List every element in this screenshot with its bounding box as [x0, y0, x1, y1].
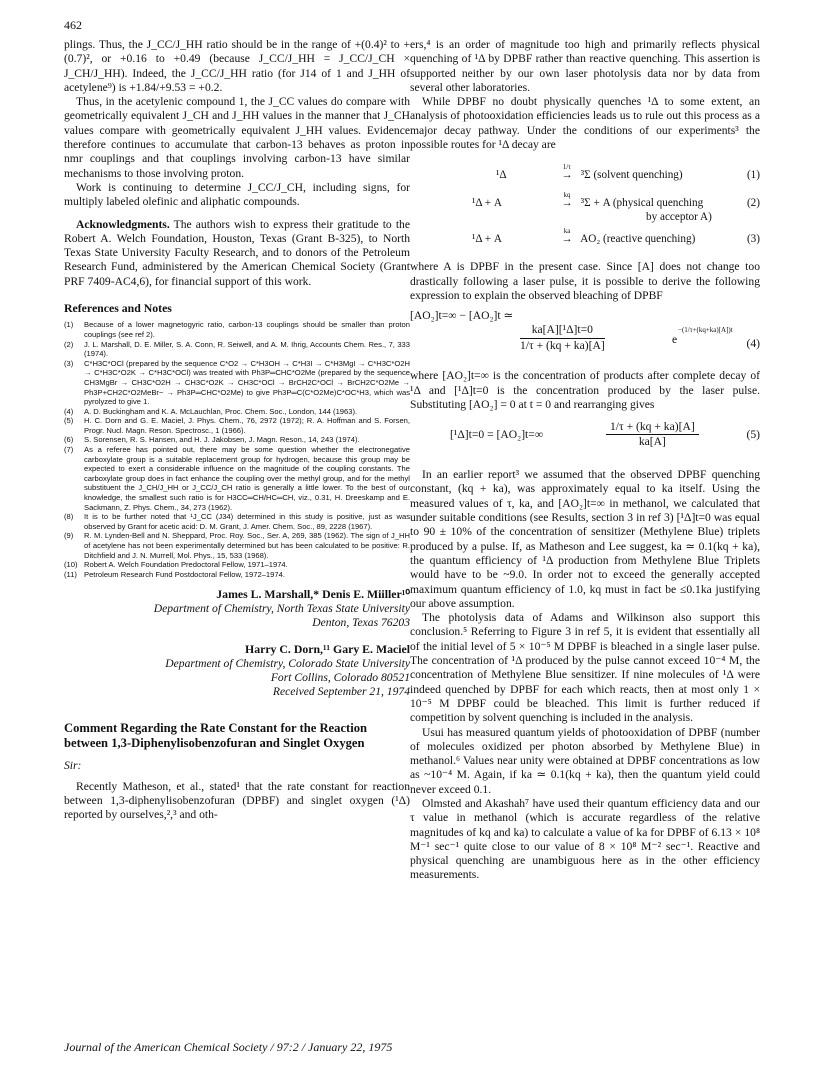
paragraph: Thus, in the acetylenic compound 1, the J_CC values do compare with geometrically equivalent J_CH and J_HH values in the manner that J_CH values compare with geometrically equivalent J_HH values. Evidence therefore continues to accumulate that carbon-13 behaves as proton in nmr couplings and that couplings involving carbon-13 have similar mechanisms to those involving proton. — [64, 95, 410, 180]
equation-number: (4) — [746, 337, 760, 351]
reaction-arrow: kq → — [556, 196, 578, 210]
paragraph: where [AO₂]t=∞ is the concentration of products after complete decay of ¹Δ and [¹Δ]t=0 is the concentration produced by the laser pulse. Substituting [AO₂] = 0 at t = 0 and rearranging gives — [410, 369, 760, 411]
paragraph: where A is DPBF in the present case. Since [A] does not change too drastically following a laser pulse, it is possible to derive the following expression to explain the observed bleaching of DPBF — [410, 260, 760, 302]
equation-1 — [410, 162, 760, 190]
left-column — [64, 38, 410, 823]
exponential-base: e — [672, 333, 678, 347]
numerator: ka[A][¹Δ]t=0 — [520, 323, 605, 338]
reference-text: H. C. Dorn and G. E. Maciel, J. Phys. Chem., 76, 2972 (1972); R. A. Hoffman and S. Forsen, Progr. Nucl. Magn. Reson. Spectrosc., 1 (1966). — [84, 416, 410, 435]
page-number: 462 — [64, 18, 82, 32]
equation-rhs — [556, 163, 683, 182]
paragraph: Work is continuing to determine J_CC/J_CH, including signs, for multiply labeled olefinic and aliphatic compounds. — [64, 180, 410, 209]
author-block-1 — [64, 587, 410, 630]
reference-number: (2) — [64, 339, 74, 349]
reference-item — [64, 340, 410, 359]
exponent: −(1/τ+(kq+ka)[A])t — [678, 326, 733, 335]
equation-products: AO₂ (reactive quenching) — [580, 233, 696, 246]
acknowledgments-text: The authors wish to express their gratitude to the Robert A. Welch Foundation, Houston, Texas (Grant B-325), to North Texas State University Faculty Research, and to donors of the Petroleum Research Fund, administered by the American Chemical Society (Grant PRF 7409-AC4,6), for financial support of this work. — [64, 217, 410, 288]
reference-number: (9) — [64, 531, 74, 541]
paragraph: In an earlier report³ we assumed that the observed DPBF quenching constant, (kq + ka), was approximately equal to ka itself. Using the measured values of τ, ka, and [AO₂]t=∞ in methanol, we calculated that under suitable conditions (see Results, section 3 in ref 3) [¹Δ]t=0 was equal to 90 ± 10% of the concentration of sensitizer (Methylene Blue) triplets produced by a pulse. If, as Matheson and Lee suggest, ka ≃ 0.1(kq + ka), the quantum efficiency of ¹Δ production from Methylene Blue Triplets would have to be ~9.0. In order not to exceed the generally accepted maximum quantum efficiency of 1.0, kq must in fact be ≤0.1ka justifying our above assumption. — [410, 468, 760, 610]
reference-item — [64, 570, 410, 580]
journal-footer: Journal of the American Chemical Society / 97:2 / January 22, 1975 — [64, 1040, 393, 1054]
reference-number: (5) — [64, 416, 74, 426]
equation-products: ³Σ + A (physical quenching — [580, 197, 704, 210]
reference-text: Robert A. Welch Foundation Predoctoral Fellow, 1971–1974. — [84, 560, 288, 570]
equation-5 — [410, 420, 760, 460]
equation-rhs — [556, 191, 704, 210]
affiliation: Department of Chemistry, North Texas State University — [153, 601, 410, 615]
reference-item — [64, 512, 410, 531]
reference-item — [64, 407, 410, 417]
acknowledgments-heading: Acknowledgments. — [76, 217, 170, 231]
reference-text: S. Sorensen, R. S. Hansen, and H. J. Jakobsen, J. Magn. Reson., 14, 243 (1974). — [84, 435, 360, 445]
references-heading: References and Notes — [64, 301, 172, 316]
reference-item — [64, 560, 410, 570]
reference-item — [64, 445, 410, 512]
references-list — [64, 320, 410, 579]
paragraph: Olmsted and Akashah⁷ have used their quantum efficiency data and our τ value in methanol (which is accurate regardless of the relative magnitudes of kq and ka) to calculate a value of ka for DPBF of 6.13 × 10⁸ M⁻¹ sec⁻¹ quite close to our value of 8 × 10⁸ M⁻² sec⁻¹. Reactive and physical quenching are unambiguous here as in the other efficiency measurements. — [410, 796, 760, 882]
affiliation-city: Denton, Texas 76203 — [312, 615, 410, 629]
equation-products: ³Σ (solvent quenching) — [580, 169, 683, 182]
affiliation-city: Fort Collins, Colorado 80521 — [270, 670, 410, 684]
reference-text: Because of a lower magnetogyric ratio, carbon-13 couplings should be smaller than proton couplings (see ref 2). — [84, 320, 410, 339]
reference-text: J. L. Marshall, D. E. Miller, S. A. Conn, R. Seiwell, and A. M. Ihrig, Accounts Chem. Res., 7, 333 (1974). — [84, 339, 410, 359]
equation-lhs: [AO₂]t=∞ − [AO₂]t ≃ — [410, 309, 514, 323]
equation-4 — [410, 309, 760, 369]
reference-text: C*H3C*OCl (prepared by the sequence C*O2 → C*H3OH → C*H3I → C*H3MgI → C*H3C*O2H → C*H3C*O2K → C*H3C*OCl) was treated with Ph3P═CHC*O2Me (prepared by the sequence CH3MgBr → CH3C*O2H → CH3C*O2K → CH3C*OCl → BrCH2C*OCl → BrCH2C*O2Me → Ph3P+CH2C*O2MeBr− → Ph3P═CHC*O2Me) to give Ph3P═C(C*O2Me)C*OC*H3, which was pyrolyzed to give 1. — [84, 358, 410, 407]
arrow-label: ka — [563, 227, 571, 236]
paragraph: The photolysis data of Adams and Wilkinson also support this conclusion.⁵ Referring to Figure 3 in ref 5, it is evident that essentially all of the initial level of 5 × 10⁻⁵ M DPBF is bleached in a single laser pulse. The concentration of ¹Δ produced by the pulse cannot exceed 10⁻⁴ M, the concentration of Methylene Blue sensitizer. If nine molecules of ¹Δ were indeed quenched by DPBF for each which reacts, then at most only 1 × 10⁻⁵ M DPBF could be bleached. This limit is further reduced if competition by solvent quenching is included in the analysis. — [410, 611, 760, 725]
equation-number: (3) — [746, 233, 760, 246]
equation-lhs: ¹Δ + A — [472, 197, 502, 210]
denominator: 1/τ + (kq + ka)[A] — [520, 338, 605, 352]
arrow-label: 1/τ — [562, 163, 572, 172]
equation-number: (5) — [746, 428, 760, 442]
salutation: Sir: — [64, 759, 82, 773]
equation-continuation: by acceptor A) — [646, 211, 712, 224]
reference-number: (4) — [64, 406, 74, 416]
reference-number: (3) — [64, 358, 74, 368]
reference-text: A. D. Buckingham and K. A. McLauchlan, Proc. Chem. Soc., London, 144 (1963). — [84, 406, 358, 416]
reference-number: (7) — [64, 445, 74, 455]
reference-number: (10) — [64, 560, 78, 570]
reference-number: (11) — [64, 569, 77, 579]
reaction-arrow: 1/τ → — [556, 168, 578, 182]
reference-number: (8) — [64, 512, 74, 522]
fraction — [606, 420, 699, 450]
reference-item — [64, 435, 410, 445]
equation-lhs: ¹Δ + A — [472, 233, 502, 246]
reaction-arrow: ka → — [556, 232, 578, 246]
fraction — [520, 323, 605, 353]
reference-item — [64, 531, 410, 560]
reference-text: As a referee has pointed out, there may be some question whether the electronegative carboxylate group is a suitable replacement group for hydrogen, because this group may be expected to exert a considerable influence on the magnitude of the coupling constants. The carboxylate group does in fact enhance the coupling over the methyl group, and for the methyl substituent the J_CH/J_HH or J_CC/J_CH ratio is generally a little lower. To the best of our knowledge, the smallest such ratio is for H3CC═CH/HC═CH, viz., 0.31, H. Dreeskamp and E. Sackmann, Z. Phys. Chem., 34, 273 (1962). — [84, 445, 410, 512]
reference-item — [64, 320, 410, 339]
paragraph: ers,⁴ is an order of magnitude too high and primarily reflects physical quenching of ¹Δ by DPBF rather than reactive quenching. This assertion is supported neither by our own laser photolysis data nor by data from several other laboratories. — [410, 38, 760, 94]
reference-item — [64, 359, 410, 407]
equation-number: (2) — [746, 197, 760, 210]
reference-number: (1) — [64, 320, 74, 330]
equation-lhs: [¹Δ]t=0 = [AO₂]t=∞ — [450, 428, 544, 442]
equation-lhs: ¹Δ — [496, 169, 507, 182]
paragraph: plings. Thus, the J_CC/J_HH ratio should be in the range of +(0.4)² to +(0.7)², or +0.16 to +0.49 (because J_CC/J_HH = J_CC/J_CH × J_CH/J_HH). Indeed, the J_CC/J_HH ratio (for J14 of 1 and J_HH of acetylene⁹) is +1.84/+9.53 = +0.2. — [64, 38, 410, 94]
equation-number: (1) — [746, 169, 760, 182]
reference-text: It is to be further noted that ¹J_CC (J34) determined in this study is positive, just as was observed by Grant for acetic acid: D. M. Grant, J. Amer. Chem. Soc., 89, 2228 (1967). — [84, 512, 410, 531]
reference-number: (6) — [64, 435, 74, 445]
arrow-label: kq — [563, 191, 571, 200]
paragraph: While DPBF no doubt physically quenches ¹Δ to some extent, an analysis of photooxidation efficiencies leads us to rule out this process as a major decay pathway. Under the conditions of our experiments³ the possible routes for ¹Δ decay are — [410, 95, 760, 152]
equation-3 — [410, 226, 760, 254]
right-column — [410, 38, 760, 883]
acknowledgments — [64, 218, 410, 289]
paragraph: Recently Matheson, et al., stated¹ that the rate constant for reaction between 1,3-diphenylisobenzofuran (DPBF) and singlet oxygen (¹Δ) reported by ourselves,²,³ and oth- — [64, 779, 410, 822]
received-date: Received September 21, 1974 — [272, 685, 410, 699]
author-names: James L. Marshall,* Denis E. Miiller¹⁰ — [216, 587, 410, 602]
comment-title: Comment Regarding the Rate Constant for the Reaction between 1,3-Diphenylisobenzofuran and Singlet Oxygen — [64, 721, 368, 751]
denominator: ka[A] — [638, 435, 666, 449]
paragraph: Usui has measured quantum yields of photooxidation of DPBF (number of molecules oxidized per photon absorbed by Methylene Blue) in methanol.⁶ Values near unity were obtained at DPBF concentrations as low as ~10⁻⁴ M. Again, if ka ≃ 0.1(kq + ka), then the quantum yield could never exceed 0.1. — [410, 725, 760, 796]
affiliation: Department of Chemistry, Colorado State University — [165, 656, 410, 670]
equation-2 — [410, 190, 760, 226]
reference-text: R. M. Lynden-Bell and N. Sheppard, Proc. Roy. Soc., Ser. A, 269, 385 (1962). The sign of J_HH of acetylene has not been experimentally determined but has been calculated to be positive: R. Ditchfield and J. N. Murrell, Mol. Phys., 15, 533 (1968). — [84, 531, 410, 560]
author-block-2 — [64, 642, 410, 699]
reference-text: Petroleum Research Fund Postdoctoral Fellow, 1972–1974. — [84, 569, 285, 579]
reference-item — [64, 416, 410, 435]
equation-rhs — [556, 227, 696, 246]
numerator: 1/τ + (kq + ka)[A] — [606, 420, 699, 435]
author-names: Harry C. Dorn,¹¹ Gary E. Maciel — [245, 642, 410, 657]
